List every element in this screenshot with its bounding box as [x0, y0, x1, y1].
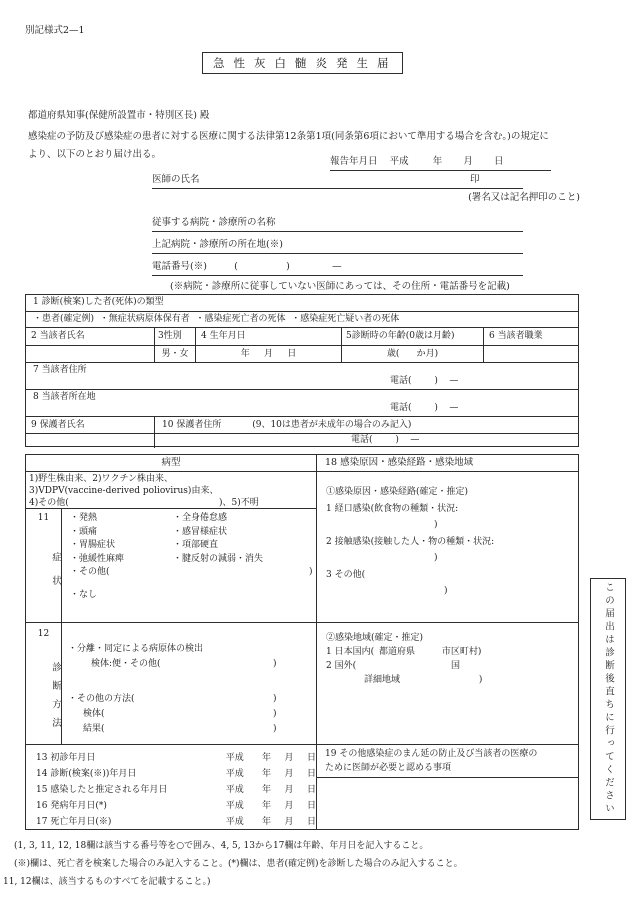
symptom-other-line: [62, 566, 317, 580]
symptom-other-close: ): [309, 567, 313, 577]
area-detail-line: [326, 673, 578, 687]
symptoms-row-label: 症状: [50, 551, 61, 599]
doctor-name-label: 医師の氏名: [152, 174, 200, 185]
era-label: 平成: [225, 817, 244, 827]
oral-infection-close: ): [434, 520, 438, 530]
type-other-close: )、5)不明: [219, 498, 259, 508]
infection-header: 18 感染原因・感染経路・感染地域: [317, 455, 578, 472]
method-result-open: 結果(: [83, 724, 105, 734]
other-measures-header: [317, 745, 578, 778]
type-other-open: 4)その他(: [29, 498, 69, 508]
day-label: 日: [306, 785, 316, 795]
other-cause-close: ): [444, 586, 448, 596]
diagnosis-method-number: 12: [37, 629, 50, 639]
table1-birth-value: 年 月 日: [196, 346, 342, 363]
table1-job-value: [484, 346, 578, 363]
table1-col-age: 5診断時の年齢(0歳は月齢): [342, 328, 484, 346]
symptoms-row-number: 11: [37, 513, 50, 523]
table2: [25, 454, 579, 830]
date-row-first-visit: [26, 750, 316, 766]
disease-type-options: [26, 472, 317, 509]
guardian-note: (9、10は患者が未成年の場合のみ記入): [252, 420, 412, 430]
other-measures-line1: 19 その他感染症のまん延の防止及び当該者の医療の: [325, 749, 538, 759]
symptoms-row: [26, 509, 317, 623]
method-other-line: [62, 693, 317, 706]
form-title: 急性灰白髄炎発生届: [202, 52, 403, 74]
table1-col-name: 2 当該者氏名: [26, 328, 155, 346]
method-isolation: ・分離・同定による病原体の検出: [68, 644, 204, 654]
year-label: 年: [261, 753, 271, 763]
hospital-name-line: 従事する病院・診療所の名称: [152, 217, 523, 232]
diagnosis-method-label-cell: [26, 623, 62, 745]
symptom-item: ・胃腸症状: [70, 540, 116, 550]
footnote-1: (1, 3, 11, 12, 18欄は該当する番号等を○で囲み、4, 5, 13から17欄は年齢、年月日を記入すること。: [14, 841, 429, 851]
table1-type-header: 1 診断(検案)した者(死体)の類型: [26, 295, 578, 312]
guardian-address-cell: [155, 417, 578, 434]
infection-cause-title: ①感染原因・感染経路(確定・推定): [326, 487, 469, 497]
area-abroad-line: [326, 659, 578, 673]
era-label: 平成: [225, 785, 244, 795]
hospital-address-line: 上記病院・診療所の所在地(※): [152, 239, 523, 254]
footnote-3: 11, 12欄は、該当するものすべてを記載すること。): [3, 877, 211, 887]
symptom-pair-row: [62, 512, 317, 566]
address-label: 7 当該者住所: [33, 365, 87, 375]
other-measures-value: [317, 778, 578, 829]
method-other-specimen-line: [62, 708, 317, 721]
disease-type-header: 病型: [26, 455, 317, 472]
symptoms-row-label-cell: [26, 509, 62, 623]
table1-col-sex: 3性別: [155, 328, 196, 346]
diagnosis-method-label: 診断方法: [50, 662, 61, 736]
date-rows: [26, 745, 317, 829]
guardian-name-label: 9 保護者氏名: [26, 417, 155, 434]
diagnosis-method-content: [62, 623, 317, 745]
other-measures-line2: ために医師が必要と認める事項: [325, 763, 452, 773]
contact-infection-item: 2 接触感染(接触した人・物の種類・状況:: [326, 536, 495, 547]
area-domestic-line: [326, 645, 578, 659]
symptom-item: ・感冒様症状: [173, 526, 228, 537]
seal-label: 印: [470, 174, 480, 185]
area-detail-label: 詳細地域: [364, 675, 401, 685]
year-label: 年: [261, 785, 271, 795]
guardian-address-label: 10 保護者住所: [162, 420, 222, 430]
infection-area-section: [317, 623, 578, 745]
date-row-label: 15 感染したと推定される年月日: [36, 785, 168, 795]
symptom-none: ・なし: [70, 589, 98, 600]
method-specimen-close: ): [273, 659, 277, 669]
phone-number-line: 電話番号(※) ( ) —: [152, 261, 523, 276]
table1-type-options: ・患者(確定例) ・無症状病原体保有者 ・感染症死亡者の死体 ・感染症死亡疑い者の死体: [26, 312, 578, 328]
month-label: 月: [284, 801, 294, 811]
method-other-close: ): [273, 694, 277, 704]
method-specimen-line: [62, 658, 317, 671]
symptoms-content: [62, 509, 317, 623]
month-label: 月: [284, 769, 294, 779]
table1-age-value: 歳( か月): [342, 346, 484, 363]
footnote-2: (※)欄は、死亡者を検案した場合のみ記入すること。(*)欄は、患者(確定例)を診断した場合のみ記入すること。: [14, 859, 463, 869]
symptom-item: ・項部硬直: [173, 540, 219, 550]
doctor-block-note: (※病院・診療所に従事していない医師にあっては、その住所・電話番号を記載): [170, 281, 510, 292]
symptom-item: ・弛緩性麻痺: [70, 553, 125, 564]
symptom-item: ・全身倦怠感: [173, 513, 228, 523]
method-result-line: [62, 723, 317, 736]
infection-area-title: ②感染地域(確定・推定): [326, 633, 424, 643]
date-row-death: [26, 814, 316, 829]
residence-phone: 電話( ) —: [390, 403, 459, 413]
symptom-other-open: ・その他(: [70, 567, 110, 577]
table1-address-row: [26, 363, 578, 390]
method-other-open: ・その他の方法(: [68, 694, 135, 704]
month-label: 月: [284, 785, 294, 795]
infection-cause-section: [317, 472, 578, 623]
day-label: 日: [306, 817, 316, 827]
era-label: 平成: [225, 801, 244, 811]
type-option-line3: [29, 497, 316, 509]
country-label: 国: [450, 661, 460, 671]
guardian-name-value: [26, 434, 155, 448]
method-result-close: ): [273, 724, 277, 734]
table1-residence-row: [26, 390, 578, 417]
day-label: 日: [306, 801, 316, 811]
oral-infection-item: 1 経口感染(飲食物の種類・状況:: [326, 503, 459, 514]
year-label: 年: [261, 801, 271, 811]
symptom-item: ・腱反射の減弱・消失: [173, 553, 264, 564]
diagnosis-method-row: [26, 623, 317, 745]
doctor-name-line: [152, 174, 523, 189]
era-label: 平成: [225, 753, 244, 763]
guardian-phone: 電話( ) —: [351, 435, 420, 445]
table1-sex-value: 男・女: [155, 346, 196, 363]
other-cause-item: 3 その他(: [326, 569, 366, 580]
area-domestic-open: 1 日本国内(: [326, 647, 375, 657]
method-other-specimen-close: ): [273, 709, 277, 719]
addressee: 都道府県知事(保健所設置市・特別区長) 殿: [28, 110, 210, 121]
date-row-estimated-infection: [26, 782, 316, 798]
month-label: 月: [284, 753, 294, 763]
signature-note: (署名又は記名押印のこと): [468, 192, 580, 203]
symptom-item: ・頭痛: [70, 526, 98, 537]
symptom-item: ・発熱: [70, 513, 98, 523]
table1-col-job: 6 当該者職業: [484, 328, 578, 346]
year-label: 年: [261, 817, 271, 827]
date-row-label: 14 診断(検案(※))年月日: [36, 769, 137, 779]
date-row-diagnosis: [26, 766, 316, 782]
type-option-line2: 3)VDPV(vaccine-derived poliovirus)由来、: [29, 486, 219, 496]
contact-infection-close: ): [434, 553, 438, 563]
table1: [25, 294, 579, 447]
date-row-label: 17 死亡年月日(※): [36, 817, 112, 827]
residence-label: 8 当該者所在地: [33, 392, 96, 402]
prefecture-label: 都道府県: [378, 647, 415, 657]
date-row-label: 13 初診年月日: [36, 753, 96, 763]
date-row-label: 16 発病年月日(*): [36, 801, 107, 811]
area-detail-close: ): [478, 675, 483, 685]
area-abroad-open: 2 国外(: [326, 661, 357, 671]
table1-col-birth: 4 生年月日: [196, 328, 342, 346]
address-phone: 電話( ) —: [390, 376, 459, 386]
form-code: 別記様式2—1: [25, 25, 85, 36]
date-row-onset: [26, 798, 316, 814]
method-specimen-open: 検体:便・その他(: [91, 659, 161, 669]
day-label: 日: [306, 753, 316, 763]
method-other-specimen-open: 検体(: [83, 709, 105, 719]
month-label: 月: [284, 817, 294, 827]
side-note-box: この届出は診断後直ちに行ってください: [590, 578, 626, 820]
report-date-line: 報告年月日 平成 年 月 日: [330, 156, 551, 171]
law-text-line1: 感染症の予防及び感染症の患者に対する医療に関する法律第12条第1項(同条第6項において準用する場合を含む。)の規定に: [28, 131, 549, 142]
year-label: 年: [261, 769, 271, 779]
law-text-line2: より、以下のとおり届け出る。: [28, 149, 162, 160]
day-label: 日: [306, 769, 316, 779]
table1-name-value: [26, 346, 155, 363]
type-option-line1: 1)野生株由来、2)ワクチン株由来、: [29, 474, 174, 484]
municipality-label: 市区町村): [441, 647, 482, 657]
era-label: 平成: [225, 769, 244, 779]
